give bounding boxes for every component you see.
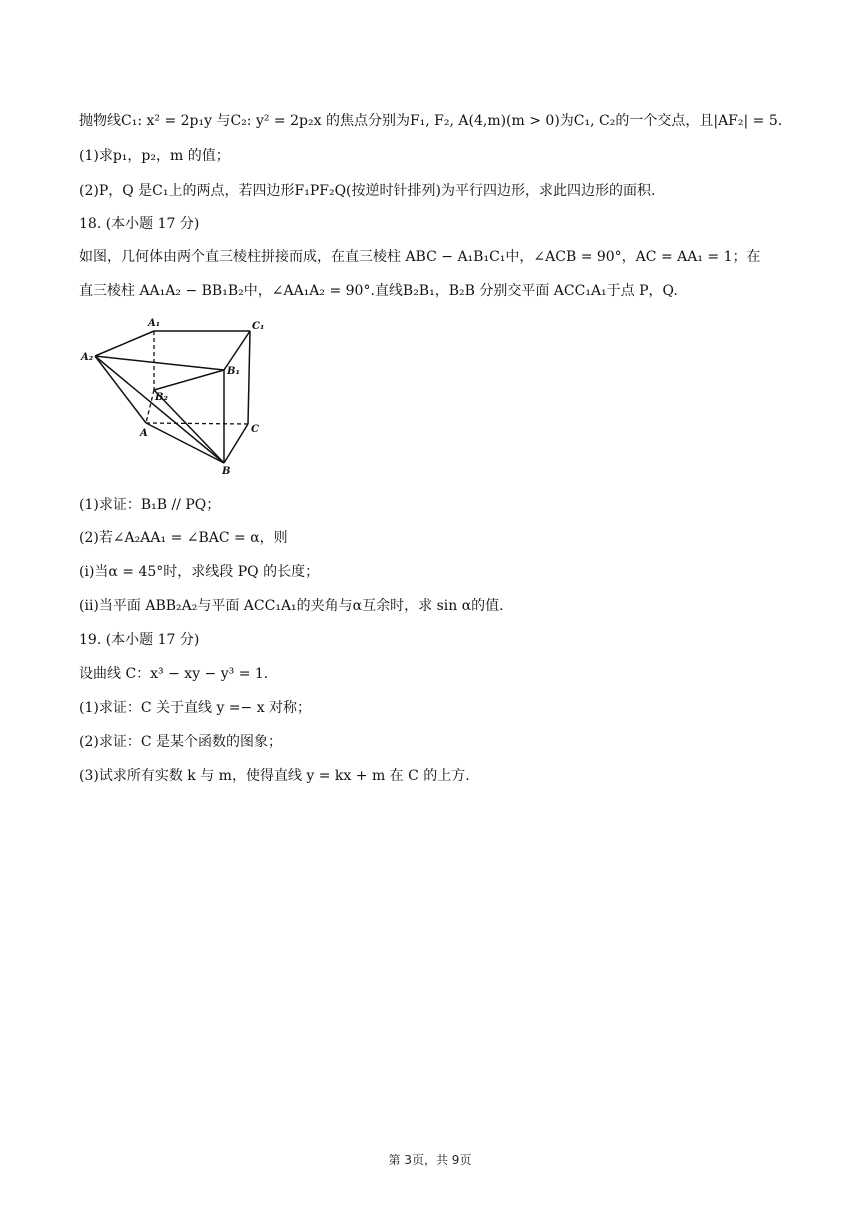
label-A: A [140,428,148,439]
problem17-part1: (1)求p₁，p₂，m 的值； [79,148,230,164]
page-footer: 第 3页，共 9页 [388,1153,472,1167]
problem18-part2: (2)若∠A₂AA₁ = ∠BAC = α，则 [79,530,288,546]
label-C1: C₁ [252,321,265,332]
problem19-part3: (3)试求所有实数 k 与 m，使得直线 y = kx + m 在 C 的上方. [79,768,470,784]
label-C: C [251,424,259,435]
label-B2: B₂ [155,392,168,403]
prism-figure [78,312,278,477]
problem18-header: 18. (本小题 17 分) [79,216,200,232]
problem18-stem-line2: 直三棱柱 AA₁A₂ − BB₁B₂中，∠AA₁A₂ = 90°.直线B₂B₁，B₂B 分别交平面 ACC₁A₁于点 P，Q. [79,283,678,299]
problem18-part2-ii: (ⅱ)当平面 ABB₂A₂与平面 ACC₁A₁的夹角与α互余时，求 sin α的值. [79,598,504,614]
problem18-part2-i: (ⅰ)当α = 45°时，求线段 PQ 的长度； [79,564,320,580]
problem19-header: 19. (本小题 17 分) [79,632,200,648]
label-A1: A₁ [148,318,161,329]
label-B: B [222,466,231,477]
problem19-stem: 设曲线 C：x³ − xy − y³ = 1. [79,666,269,682]
problem19-part2: (2)求证：C 是某个函数的图象； [79,734,282,750]
problem18-stem-line1: 如图，几何体由两个直三棱柱拼接而成，在直三棱柱 ABC − A₁B₁C₁中，∠ACB = 90°，AC = AA₁ = 1；在 [79,249,761,265]
problem18-part1: (1)求证：B₁B // PQ； [79,497,221,513]
problem19-part1: (1)求证：C 关于直线 y =− x 对称； [79,700,312,716]
label-A2: A₂ [81,352,94,363]
problem17-stem: 抛物线C₁: x² = 2p₁y 与C₂: y² = 2p₂x 的焦点分别为F₁, F₂, A(4,m)(m > 0)为C₁, C₂的一个交点，且|AF₂| = 5. [79,113,783,129]
problem17-part2: (2)P，Q 是C₁上的两点，若四边形F₁PF₂Q(按逆时针排列)为平行四边形，求此四边形的面积. [79,183,656,199]
label-B1: B₁ [227,366,240,377]
